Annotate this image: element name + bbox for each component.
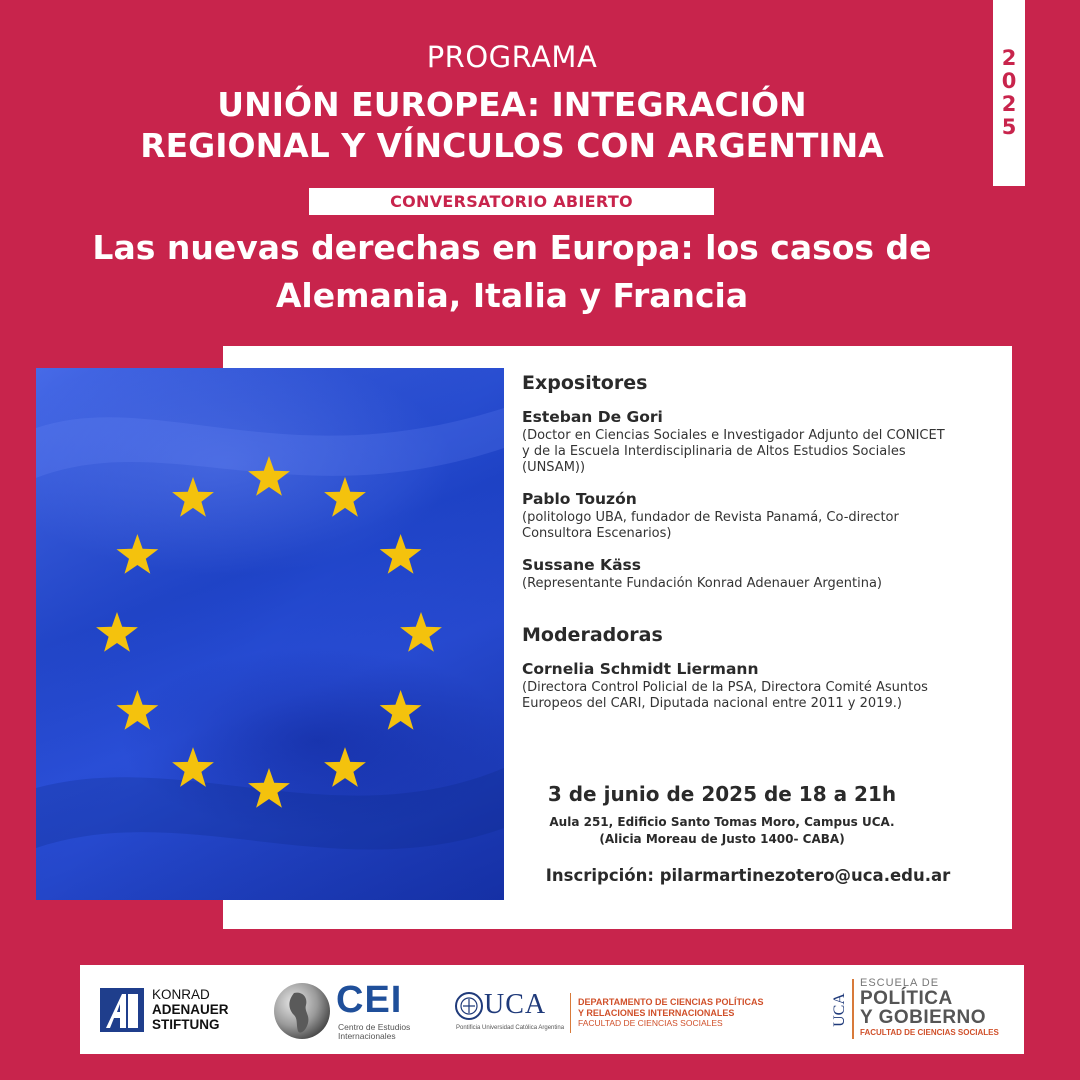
- kas-line: ADENAUER: [152, 1002, 229, 1017]
- year-digit: 2: [1001, 46, 1017, 70]
- uca-subtitle: Pontificia Universidad Católica Argentina: [456, 1025, 565, 1031]
- speaker-name: Sussane Käss: [522, 556, 641, 574]
- escuela-wordmark: [860, 977, 999, 1037]
- uca-department-logo: [454, 989, 784, 1039]
- speaker-description-line: y de la Escuela Interdisciplinaria de Altos Estudios Sociales: [522, 444, 906, 459]
- moderator-description-line: Europeos del CARI, Diputada nacional entre 2011 y 2019.): [522, 696, 902, 711]
- event-title-line: Alemania, Italia y Francia: [275, 276, 749, 315]
- speaker-description-line: (Representante Fundación Konrad Adenauer Argentina): [522, 576, 883, 591]
- event-title-line: Las nuevas derechas en Europa: los casos de: [92, 228, 932, 267]
- uca-name: UCA: [484, 989, 547, 1020]
- moderator-description: [522, 680, 992, 712]
- cei-subtitle-line: Internacionales: [338, 1031, 396, 1041]
- event-place: [522, 814, 922, 848]
- cei-subtitle-line: Centro de Estudios: [338, 1022, 411, 1032]
- speaker-description: [522, 510, 992, 542]
- moderator-name: Cornelia Schmidt Liermann: [522, 660, 759, 678]
- kas-line: KONRAD: [152, 987, 210, 1002]
- event-place-line: Aula 251, Edificio Santo Tomas Moro, Campus UCA.: [549, 815, 895, 829]
- escuela-line: POLÍTICA: [860, 988, 953, 1009]
- speaker-entry: [522, 408, 992, 476]
- moderators-heading: Moderadoras: [522, 624, 663, 646]
- eu-stars: [36, 368, 504, 900]
- department-line: Y RELACIONES INTERNACIONALES: [578, 1007, 735, 1018]
- kas-line: STIFTUNG: [152, 1017, 220, 1032]
- escuela-line: Y GOBIERNO: [860, 1007, 987, 1028]
- kas-wordmark: [152, 987, 229, 1032]
- speaker-description-line: (UNSAM)): [522, 460, 586, 475]
- escuela-uca-text: UCA: [831, 993, 848, 1027]
- cei-name: CEI: [336, 979, 403, 1021]
- eu-flag-image: [36, 368, 504, 900]
- cei-logo: [272, 977, 422, 1043]
- faculty-line: FACULTAD DE CIENCIAS SOCIALES: [578, 1018, 723, 1028]
- speaker-name: Pablo Touzón: [522, 490, 637, 508]
- uca-seal-icon: [454, 991, 484, 1021]
- department-name: [578, 997, 764, 1029]
- program-title-line: UNIÓN EUROPEA: INTEGRACIÓN: [217, 85, 807, 124]
- escuela-line: ESCUELA DE: [860, 977, 940, 989]
- department-line: DEPARTAMENTO DE CIENCIAS POLÍTICAS: [578, 997, 764, 1007]
- year-digit: 2: [1001, 92, 1017, 116]
- speaker-description: [522, 576, 992, 592]
- event-type-badge: CONVERSATORIO ABIERTO: [309, 188, 714, 215]
- logo-divider: [852, 979, 854, 1039]
- speakers-column: [522, 372, 992, 726]
- year-digit: 5: [1001, 115, 1017, 139]
- event-place-line: (Alicia Moreau de Justo 1400- CABA): [599, 832, 845, 846]
- speakers-heading: Expositores: [522, 372, 648, 394]
- escuela-logo: [832, 977, 1012, 1043]
- moderator-entry: [522, 660, 992, 712]
- speaker-description-line: (politologo UBA, fundador de Revista Panamá, Co-director: [522, 510, 899, 525]
- kas-logo: [100, 985, 260, 1035]
- program-title: [0, 84, 1024, 166]
- globe-icon: [272, 981, 332, 1041]
- logo-divider: [570, 993, 571, 1033]
- speaker-entry: [522, 490, 992, 542]
- speaker-description-line: Consultora Escenarios): [522, 526, 672, 541]
- speaker-entry: [522, 556, 992, 592]
- kas-mark-icon: [100, 988, 144, 1032]
- event-date: 3 de junio de 2025 de 18 a 21h: [547, 782, 897, 806]
- program-label: PROGRAMA: [426, 40, 598, 74]
- escuela-line: FACULTAD DE CIENCIAS SOCIALES: [860, 1028, 999, 1037]
- cei-subtitle: [338, 1023, 410, 1041]
- program-title-line: REGIONAL Y VÍNCULOS CON ARGENTINA: [140, 126, 884, 165]
- escuela-uca-vertical: [832, 983, 848, 1037]
- sponsor-logo-bar: [80, 965, 1024, 1054]
- speaker-description: [522, 428, 992, 476]
- year-digit: 0: [1001, 69, 1017, 93]
- speaker-description-line: (Doctor en Ciencias Sociales e Investigador Adjunto del CONICET: [522, 428, 945, 443]
- registration-email[interactable]: Inscripción: pilarmartinezotero@uca.edu.ar: [545, 866, 951, 885]
- moderator-description-line: (Directora Control Policial de la PSA, Directora Comité Asuntos: [522, 680, 928, 695]
- speaker-name: Esteban De Gori: [522, 408, 663, 426]
- event-title: [0, 224, 1024, 320]
